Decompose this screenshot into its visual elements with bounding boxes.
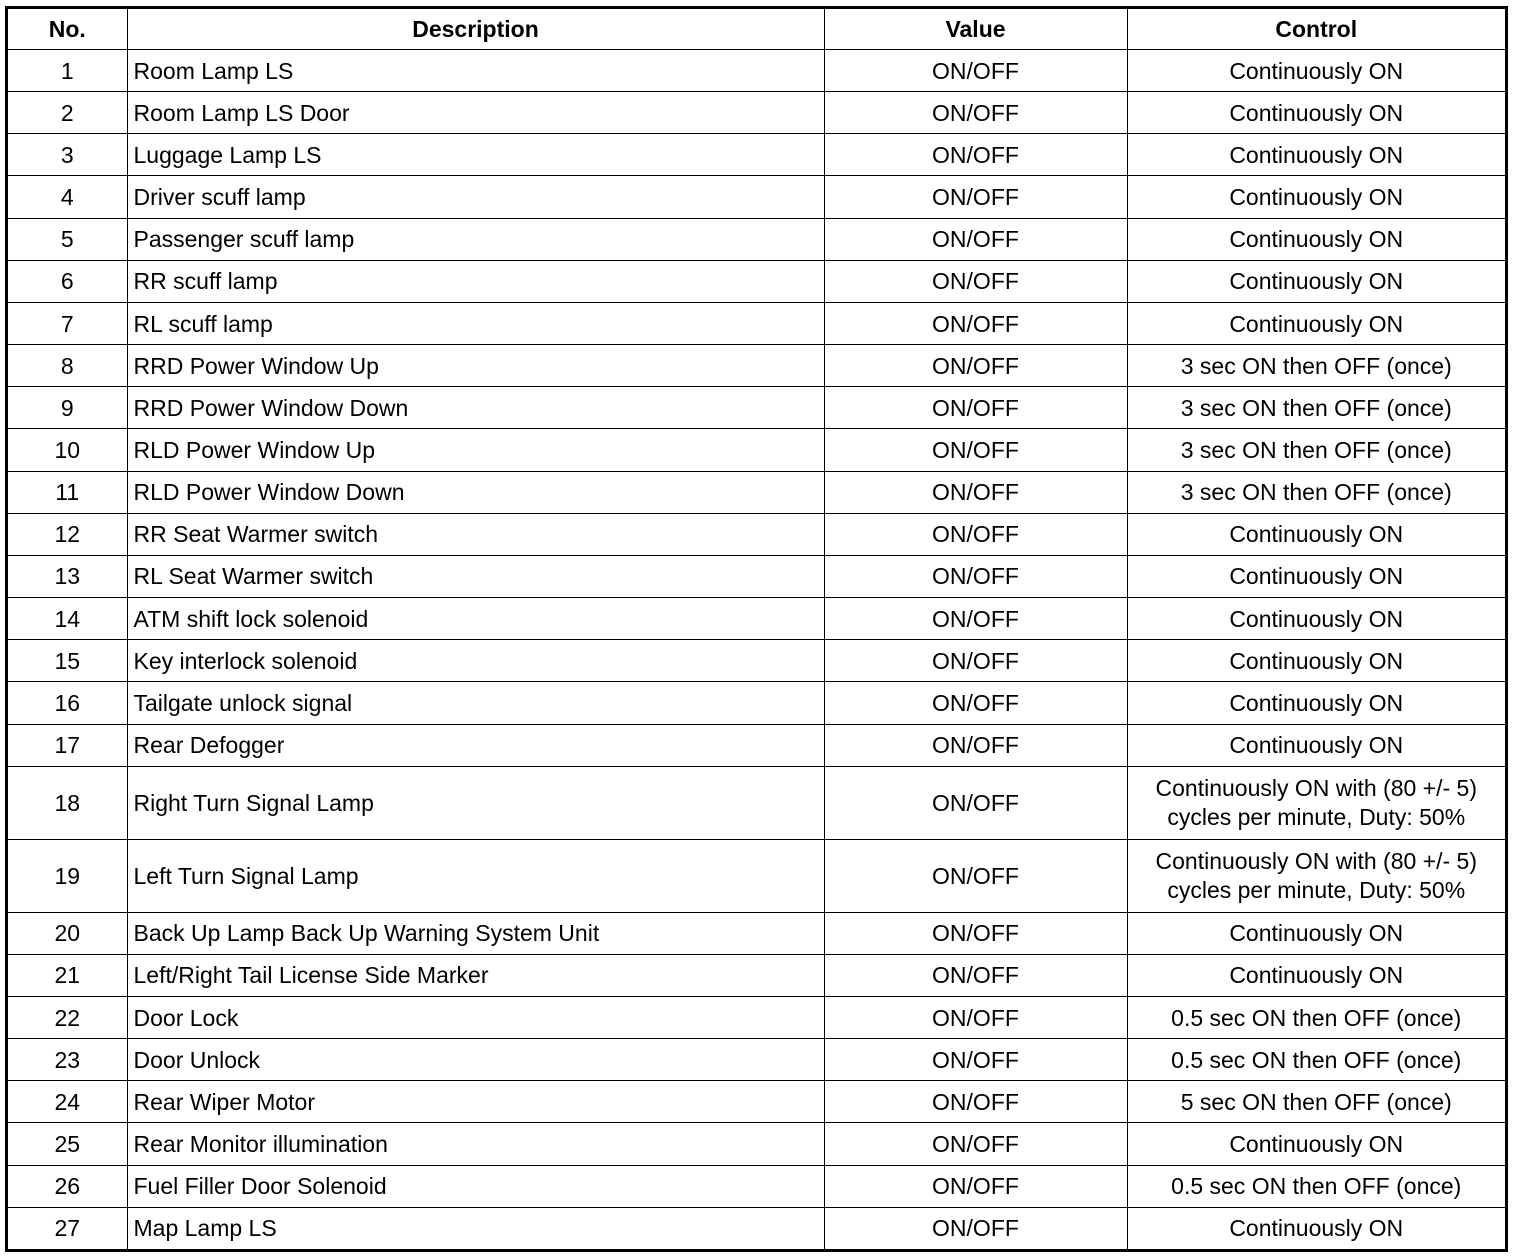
cell-value: ON/OFF: [824, 302, 1127, 344]
cell-control: Continuously ON: [1127, 50, 1505, 92]
cell-no: 26: [8, 1165, 127, 1207]
cell-value: ON/OFF: [824, 555, 1127, 597]
cell-no: 8: [8, 345, 127, 387]
cell-no: 27: [8, 1207, 127, 1249]
cell-control: Continuously ON: [1127, 176, 1505, 218]
cell-value: ON/OFF: [824, 724, 1127, 766]
cell-description: RR scuff lamp: [127, 260, 824, 302]
cell-value: ON/OFF: [824, 429, 1127, 471]
cell-description: RL Seat Warmer switch: [127, 555, 824, 597]
cell-no: 18: [8, 766, 127, 839]
cell-value: ON/OFF: [824, 996, 1127, 1038]
cell-value: ON/OFF: [824, 1123, 1127, 1165]
cell-value: ON/OFF: [824, 176, 1127, 218]
table-body: [8, 50, 1505, 1250]
cell-value: ON/OFF: [824, 598, 1127, 640]
cell-control: Continuously ON: [1127, 260, 1505, 302]
cell-no: 13: [8, 555, 127, 597]
cell-control: 0.5 sec ON then OFF (once): [1127, 1039, 1505, 1081]
cell-no: 24: [8, 1081, 127, 1123]
cell-control: Continuously ON: [1127, 218, 1505, 260]
table-row: [8, 1165, 1505, 1207]
cell-no: 9: [8, 387, 127, 429]
cell-control: Continuously ON: [1127, 954, 1505, 996]
cell-value: ON/OFF: [824, 1207, 1127, 1249]
cell-description: Luggage Lamp LS: [127, 134, 824, 176]
table-row: [8, 954, 1505, 996]
cell-value: ON/OFF: [824, 92, 1127, 134]
table-row: [8, 134, 1505, 176]
table-row: [8, 50, 1505, 92]
cell-no: 16: [8, 682, 127, 724]
table-row: [8, 176, 1505, 218]
table-row: [8, 260, 1505, 302]
cell-no: 3: [8, 134, 127, 176]
cell-description: Room Lamp LS: [127, 50, 824, 92]
cell-value: ON/OFF: [824, 513, 1127, 555]
cell-description: Room Lamp LS Door: [127, 92, 824, 134]
table-row: [8, 640, 1505, 682]
cell-no: 17: [8, 724, 127, 766]
cell-value: ON/OFF: [824, 260, 1127, 302]
table-row: [8, 92, 1505, 134]
cell-no: 12: [8, 513, 127, 555]
table-row: [8, 1207, 1505, 1249]
cell-control: Continuously ON: [1127, 682, 1505, 724]
table-row: [8, 429, 1505, 471]
cell-value: ON/OFF: [824, 50, 1127, 92]
table-row: [8, 996, 1505, 1038]
cell-description: RRD Power Window Up: [127, 345, 824, 387]
cell-description: Rear Monitor illumination: [127, 1123, 824, 1165]
table-row: [8, 387, 1505, 429]
cell-value: ON/OFF: [824, 1039, 1127, 1081]
cell-control: Continuously ON: [1127, 513, 1505, 555]
cell-control: Continuously ON: [1127, 724, 1505, 766]
cell-value: ON/OFF: [824, 387, 1127, 429]
table-row: [8, 218, 1505, 260]
header-control: Control: [1127, 9, 1505, 50]
cell-description: ATM shift lock solenoid: [127, 598, 824, 640]
cell-control: Continuously ON: [1127, 1123, 1505, 1165]
table-row: [8, 598, 1505, 640]
cell-control: Continuously ON: [1127, 134, 1505, 176]
cell-description: Tailgate unlock signal: [127, 682, 824, 724]
cell-value: ON/OFF: [824, 134, 1127, 176]
cell-description: Map Lamp LS: [127, 1207, 824, 1249]
table-row: [8, 471, 1505, 513]
cell-no: 11: [8, 471, 127, 513]
cell-no: 14: [8, 598, 127, 640]
cell-control: Continuously ON: [1127, 555, 1505, 597]
table-row: [8, 345, 1505, 387]
cell-description: Key interlock solenoid: [127, 640, 824, 682]
header-no: No.: [8, 9, 127, 50]
cell-description: Left/Right Tail License Side Marker: [127, 954, 824, 996]
table-row: [8, 302, 1505, 344]
cell-value: ON/OFF: [824, 345, 1127, 387]
header-row: [8, 9, 1505, 50]
cell-control: Continuously ON: [1127, 1207, 1505, 1249]
cell-no: 19: [8, 839, 127, 912]
cell-no: 22: [8, 996, 127, 1038]
cell-control: Continuously ON: [1127, 598, 1505, 640]
cell-description: RLD Power Window Down: [127, 471, 824, 513]
cell-description: Left Turn Signal Lamp: [127, 839, 824, 912]
cell-description: Door Unlock: [127, 1039, 824, 1081]
cell-no: 21: [8, 954, 127, 996]
cell-no: 1: [8, 50, 127, 92]
cell-value: ON/OFF: [824, 1081, 1127, 1123]
table-row: [8, 1039, 1505, 1081]
cell-description: RR Seat Warmer switch: [127, 513, 824, 555]
cell-value: ON/OFF: [824, 839, 1127, 912]
cell-no: 20: [8, 912, 127, 954]
cell-control: 3 sec ON then OFF (once): [1127, 471, 1505, 513]
cell-control: 3 sec ON then OFF (once): [1127, 429, 1505, 471]
cell-control: 0.5 sec ON then OFF (once): [1127, 1165, 1505, 1207]
cell-value: ON/OFF: [824, 218, 1127, 260]
cell-no: 23: [8, 1039, 127, 1081]
cell-no: 7: [8, 302, 127, 344]
table-row: [8, 682, 1505, 724]
table-row: [8, 839, 1505, 912]
table-row: [8, 513, 1505, 555]
cell-control: Continuously ON: [1127, 92, 1505, 134]
cell-description: Passenger scuff lamp: [127, 218, 824, 260]
table-row: [8, 724, 1505, 766]
cell-description: RLD Power Window Up: [127, 429, 824, 471]
cell-description: RL scuff lamp: [127, 302, 824, 344]
cell-value: ON/OFF: [824, 1165, 1127, 1207]
cell-control: 0.5 sec ON then OFF (once): [1127, 996, 1505, 1038]
header-value: Value: [824, 9, 1127, 50]
cell-control: Continuously ON with (80 +/- 5) cycles per minute, Duty: 50%: [1127, 839, 1505, 912]
cell-value: ON/OFF: [824, 471, 1127, 513]
cell-control: Continuously ON: [1127, 640, 1505, 682]
table-row: [8, 912, 1505, 954]
cell-no: 4: [8, 176, 127, 218]
cell-description: Driver scuff lamp: [127, 176, 824, 218]
cell-no: 10: [8, 429, 127, 471]
cell-no: 2: [8, 92, 127, 134]
cell-control: 3 sec ON then OFF (once): [1127, 387, 1505, 429]
cell-value: ON/OFF: [824, 682, 1127, 724]
cell-no: 25: [8, 1123, 127, 1165]
cell-description: RRD Power Window Down: [127, 387, 824, 429]
table-row: [8, 1081, 1505, 1123]
cell-value: ON/OFF: [824, 954, 1127, 996]
cell-no: 15: [8, 640, 127, 682]
cell-control: Continuously ON with (80 +/- 5) cycles per minute, Duty: 50%: [1127, 766, 1505, 839]
cell-no: 6: [8, 260, 127, 302]
table-row: [8, 766, 1505, 839]
cell-description: Door Lock: [127, 996, 824, 1038]
cell-control: 5 sec ON then OFF (once): [1127, 1081, 1505, 1123]
cell-description: Rear Wiper Motor: [127, 1081, 824, 1123]
cell-description: Fuel Filler Door Solenoid: [127, 1165, 824, 1207]
cell-no: 5: [8, 218, 127, 260]
table-row: [8, 1123, 1505, 1165]
header-description: Description: [127, 9, 824, 50]
cell-description: Back Up Lamp Back Up Warning System Unit: [127, 912, 824, 954]
cell-control: Continuously ON: [1127, 912, 1505, 954]
cell-control: 3 sec ON then OFF (once): [1127, 345, 1505, 387]
cell-description: Right Turn Signal Lamp: [127, 766, 824, 839]
cell-description: Rear Defogger: [127, 724, 824, 766]
output-test-table-frame: [5, 6, 1508, 1252]
cell-value: ON/OFF: [824, 640, 1127, 682]
cell-value: ON/OFF: [824, 912, 1127, 954]
cell-control: Continuously ON: [1127, 302, 1505, 344]
table-row: [8, 555, 1505, 597]
output-test-table: [8, 9, 1505, 1249]
cell-value: ON/OFF: [824, 766, 1127, 839]
